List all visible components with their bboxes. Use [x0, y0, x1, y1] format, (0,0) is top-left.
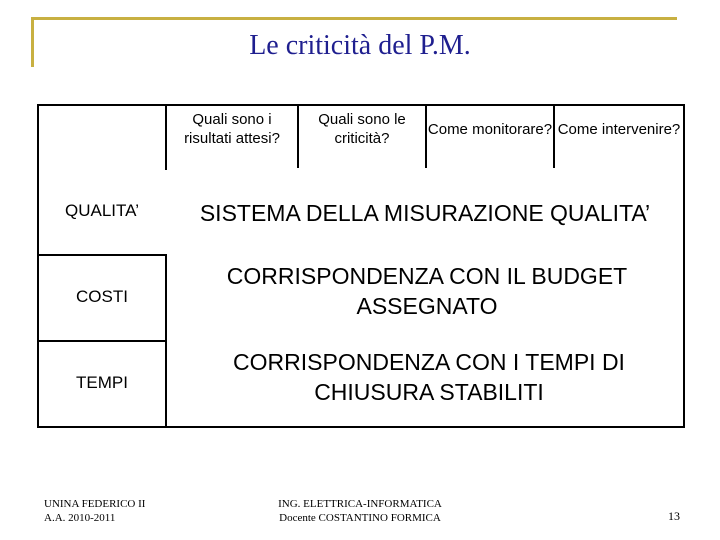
footer-university: UNINA FEDERICO II: [44, 498, 146, 510]
header-monitoring: Come monitorare?: [427, 120, 553, 138]
footer-course-name: ING. ELETTRICA-INFORMATICA: [278, 498, 442, 510]
row-label-times: TEMPI: [76, 373, 128, 392]
header-criticalities: Quali sono le criticità?: [318, 111, 406, 147]
row-content-costs: CORRISPONDENZA CON IL BUDGET ASSEGNATO: [226, 263, 628, 319]
row-label-costs: COSTI: [76, 287, 128, 306]
decorative-top-bar: [31, 17, 677, 20]
table-divider: [39, 340, 165, 342]
header-expected-results: Quali sono i risultati attesi?: [184, 111, 280, 147]
row-content-times: CORRISPONDENZA CON I TEMPI DI CHIUSURA STABILITI: [233, 349, 625, 405]
criticality-table: [37, 104, 685, 428]
table-divider: [39, 254, 165, 256]
page-number: 13: [668, 509, 680, 523]
footer-academic-year: A.A. 2010-2011: [44, 512, 116, 524]
footer-teacher: Docente COSTANTINO FORMICA: [279, 512, 441, 524]
row-label-quality: QUALITA’: [65, 201, 139, 220]
footer-course: [262, 497, 458, 525]
table-divider: [165, 254, 167, 426]
footer-institution: [44, 497, 145, 525]
row-content-quality: SISTEMA DELLA MISURAZIONE QUALITA’: [199, 200, 651, 226]
slide-title: Le criticità del P.M.: [249, 30, 471, 61]
header-intervention: Come intervenire?: [557, 120, 681, 138]
